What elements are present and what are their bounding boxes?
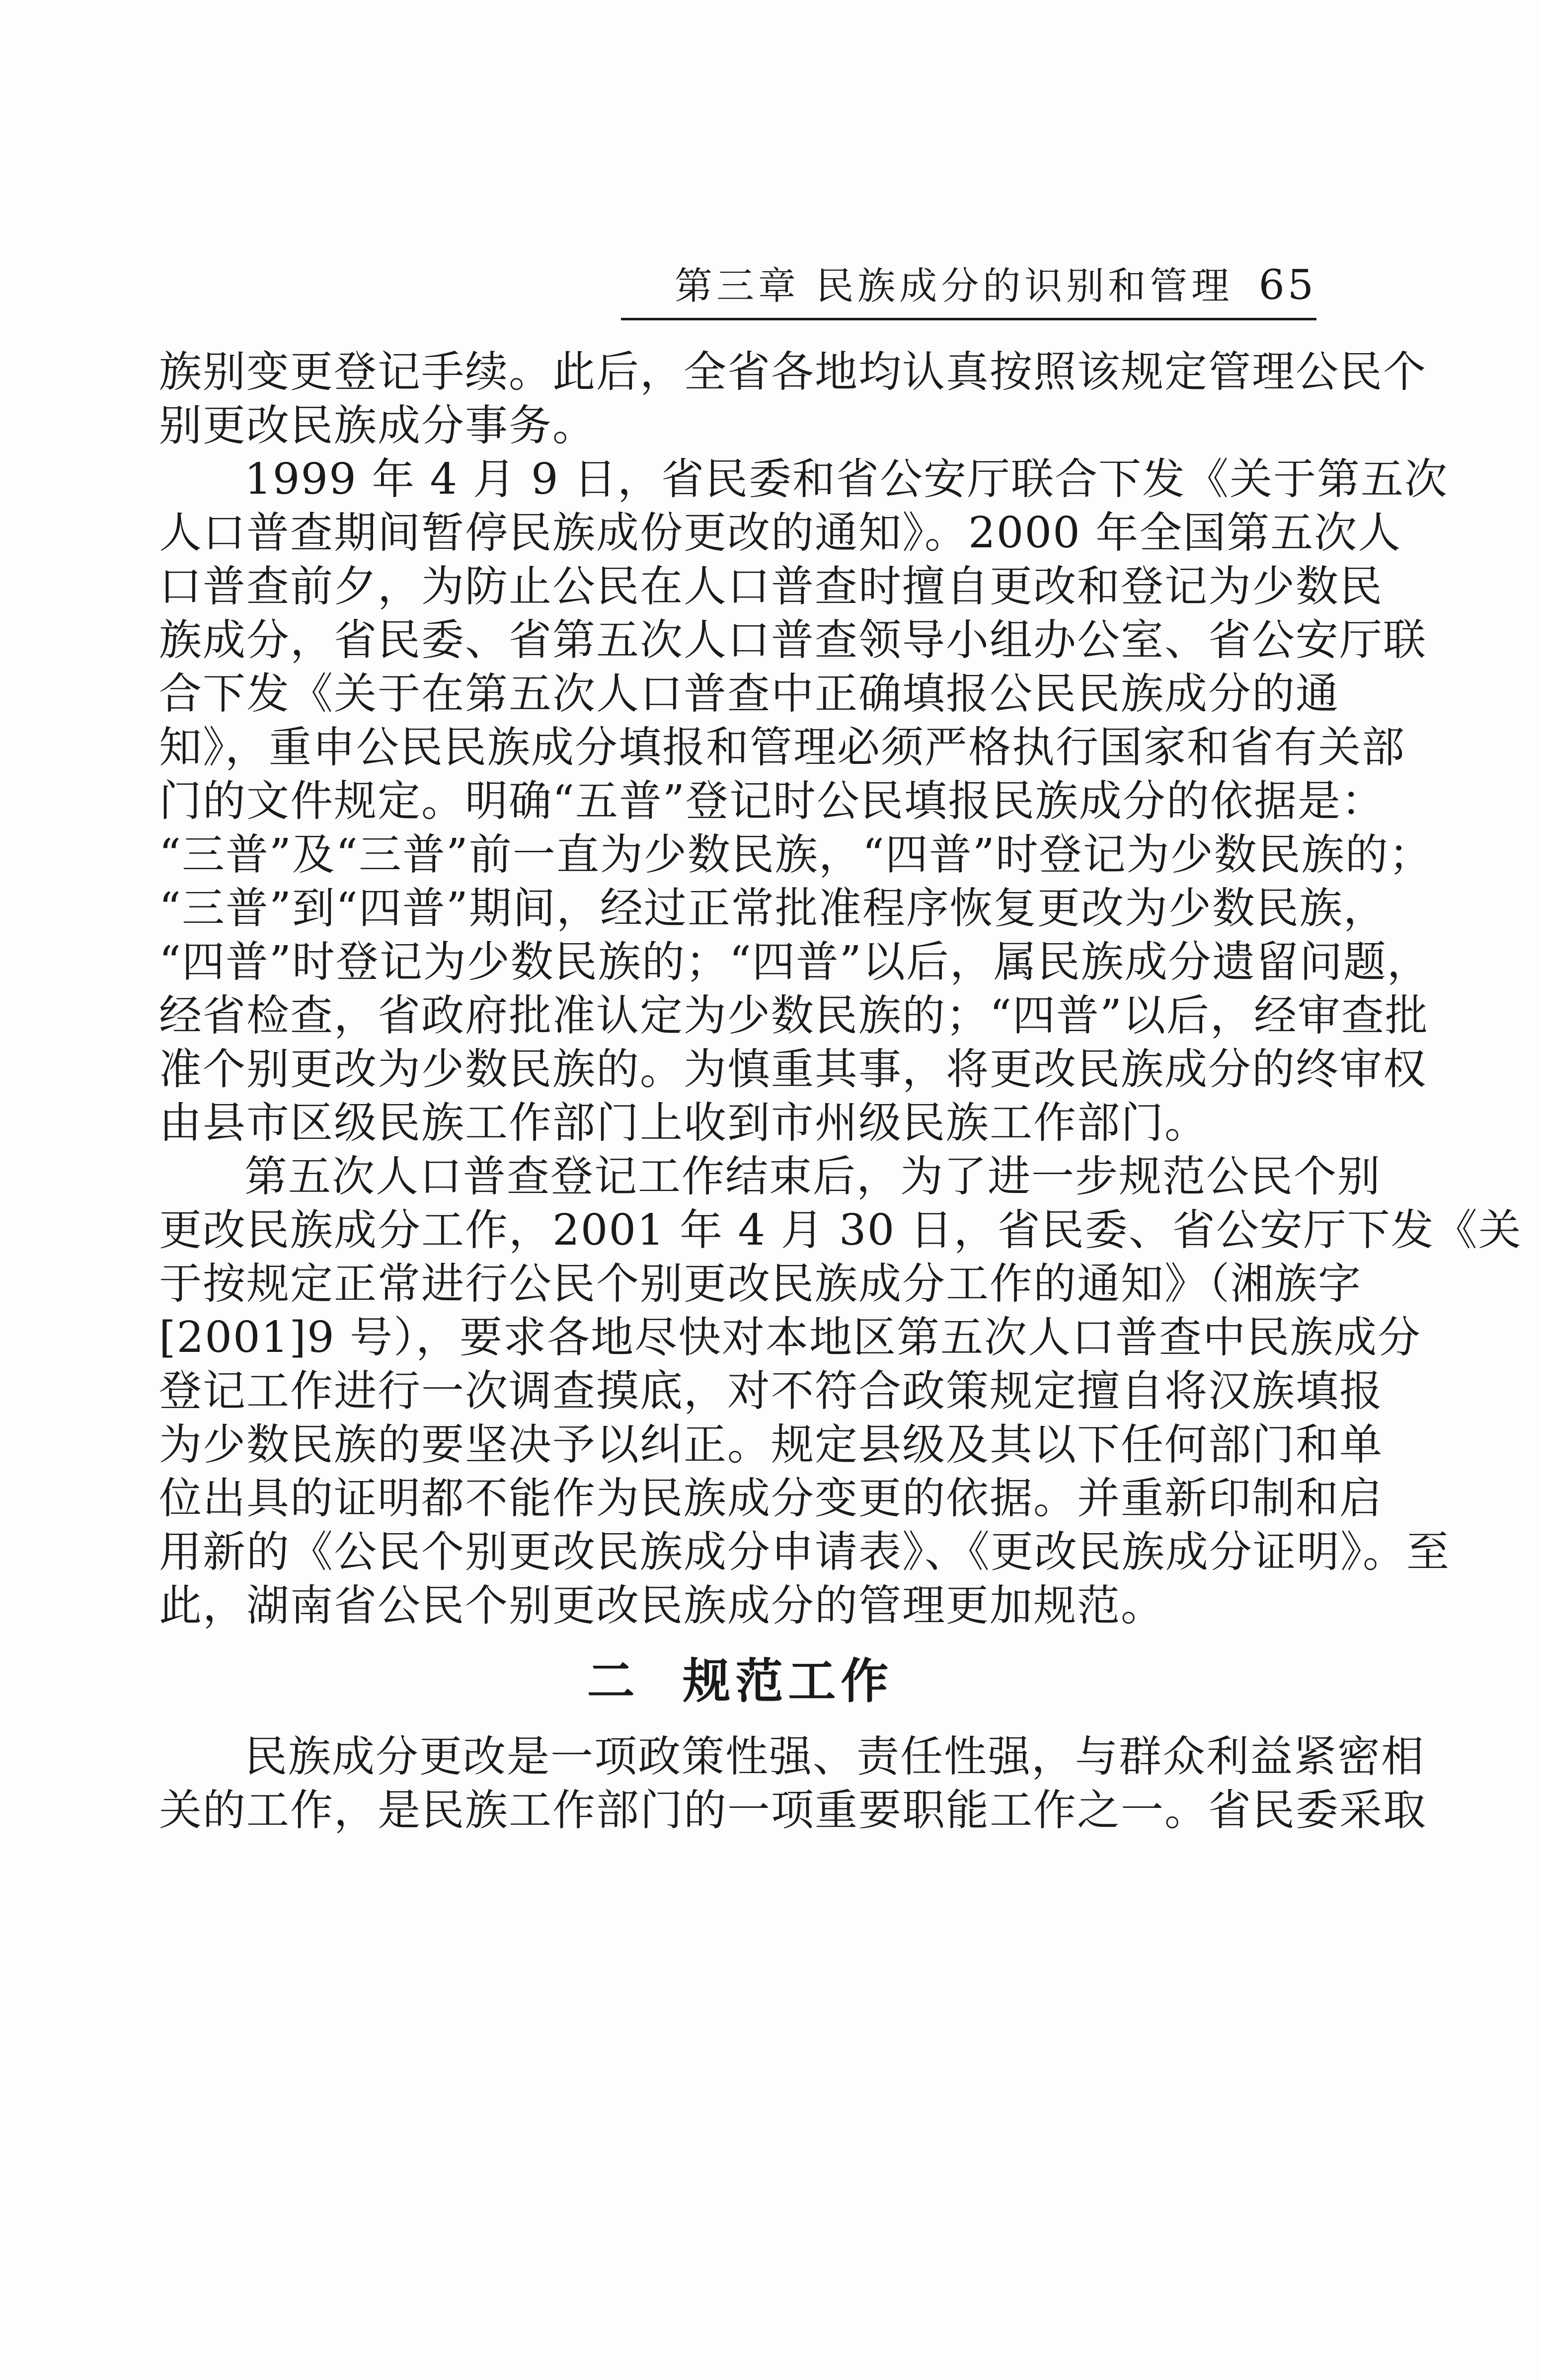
- text-line: “三普”及“三普”前一直为少数民族，“四普”时登记为少数民族的；: [159, 830, 1433, 880]
- paragraph: [159, 345, 1427, 452]
- paragraph: [159, 1150, 1522, 1633]
- text-line: 经省检查，省政府批准认定为少数民族的；“四普”以后，经审查批: [159, 991, 1429, 1041]
- text-line: [2001]9 号），要求各地尽快对本地区第五次人口普查中民族成分: [159, 1313, 1422, 1362]
- text-line: 第五次人口普查登记工作结束后，为了进一步规范公民个别: [244, 1152, 1381, 1201]
- header-rule: [621, 318, 1316, 320]
- running-head: [621, 258, 1316, 313]
- page-number: 65: [1258, 262, 1316, 309]
- text-line: 关的工作，是民族工作部门的一项重要职能工作之一。省民委采取: [159, 1785, 1427, 1835]
- text-line: 登记工作进行一次调查摸底，对不符合政策规定擅自将汉族填报: [159, 1366, 1383, 1416]
- chapter-title: 第三章 民族成分的识别和管理: [675, 264, 1233, 308]
- text-line: 族成分，省民委、省第五次人口普查领导小组办公室、省公安厅联: [159, 615, 1427, 665]
- text-line: 合下发《关于在第五次人口普查中正确填报公民民族成分的通: [159, 669, 1339, 719]
- text-line: “三普”到“四普”期间，经过正常批准程序恢复更改为少数民族，: [159, 884, 1387, 933]
- text-line: 由县市区级民族工作部门上收到市州级民族工作部门。: [159, 1098, 1208, 1148]
- text-line: 此，湖南省公民个别更改民族成分的管理更加规范。: [159, 1581, 1164, 1631]
- text-line: 口普查前夕，为防止公民在人口普查时擅自更改和登记为少数民: [159, 562, 1383, 611]
- text-line: 知》，重申公民民族成分填报和管理必须严格执行国家和省有关部: [159, 723, 1405, 772]
- paragraph: [159, 452, 1448, 1150]
- text-line: 门的文件规定。明确“五普”登记时公民填报民族成分的依据是：: [159, 776, 1385, 826]
- text-line: 用新的《公民个别更改民族成分申请表》、《更改民族成分证明》。至: [159, 1527, 1450, 1577]
- text-line: 人口普查期间暂停民族成份更改的通知》。2000 年全国第五次人: [159, 508, 1402, 558]
- text-line: 更改民族成分工作，2001 年 4 月 30 日，省民委、省公安厅下发《关: [159, 1205, 1522, 1255]
- text-line: 位出具的证明都不能作为民族成分变更的依据。并重新印制和启: [159, 1474, 1383, 1523]
- paragraph: [159, 1730, 1427, 1837]
- text-line: 族别变更登记手续。此后，全省各地均认真按照该规定管理公民个: [159, 347, 1427, 397]
- text-line: 为少数民族的要坚决予以纠正。规定县级及其以下任何部门和单: [159, 1420, 1383, 1470]
- text-line: 别更改民族成分事务。: [159, 401, 596, 450]
- text-line: 准个别更改为少数民族的。为慎重其事，将更改民族成分的终审权: [159, 1044, 1427, 1094]
- body-text: [159, 345, 1522, 1837]
- text-line: 民族成分更改是一项政策性强、责任性强，与群众利益紧密相: [244, 1732, 1425, 1782]
- text-line: 1999 年 4 月 9 日，省民委和省公安厅联合下发《关于第五次: [244, 454, 1448, 504]
- text-line: “四普”时登记为少数民族的；“四普”以后，属民族成分遗留问题，: [159, 937, 1431, 987]
- text-line: 于按规定正常进行公民个别更改民族成分工作的通知》（湘族字: [159, 1259, 1362, 1309]
- section-heading: 二 规范工作: [587, 1653, 894, 1709]
